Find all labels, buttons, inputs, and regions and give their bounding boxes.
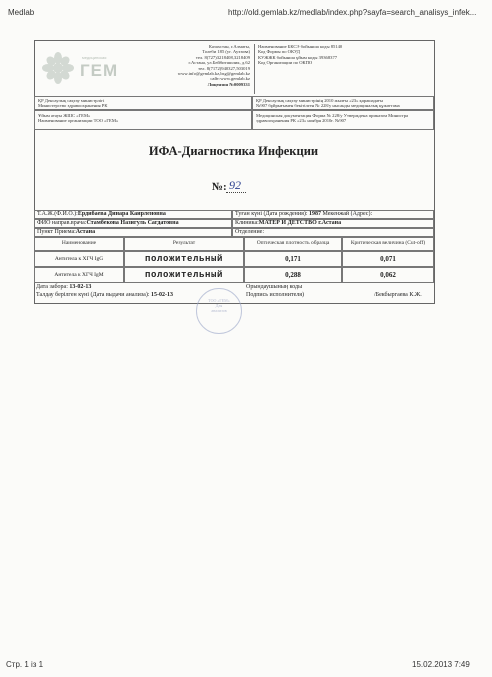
row-2-cutoff: 0,062 [342, 267, 434, 283]
patient-label: Т.А.Ж.(Ф.И.О.): [37, 211, 78, 217]
date-issued-label: Талдау берілген күні (Дата выдачи анализа): [36, 292, 150, 298]
address-label: Мекенжай (Адрес): [322, 211, 373, 217]
code-line: КУЖЖК бойынша ұйым коды 39368377 [258, 54, 338, 60]
print-datetime: 15.02.2013 7:49 [412, 660, 470, 669]
org-name-right [252, 110, 434, 130]
license-number: Лицензия №0009331 [207, 81, 250, 87]
org-address [150, 44, 250, 87]
dept-row [232, 228, 434, 237]
page-title: ИФА-Диагностика Инфекции [148, 144, 319, 158]
point-label: Пункт Приема: [37, 229, 76, 235]
org-right-line-1: Медицинская документация Форма № 228/у Утверждена приказом Министра [256, 113, 409, 118]
patient-name: Ердибаева Динара Каирленовна [77, 211, 166, 217]
date-taken-row [36, 284, 91, 291]
number-underline [226, 192, 246, 193]
address-line: тел. 8(7172)940327,503019 [198, 65, 250, 71]
row-1-result: положительный [124, 251, 244, 267]
col-header-result: Результат [124, 237, 244, 251]
row-1-density: 0,171 [244, 251, 342, 267]
address-line: г.Астана, ул.Бейбитшилик, д.62 [188, 60, 250, 66]
col-header-density: Оптическая плотность образца [244, 237, 342, 251]
org-right-line-2: здравоохранения РК «23» ноября 2010г. №907 [256, 118, 347, 124]
address-line: тел. 8(727)3218408,3218409 [195, 54, 250, 60]
date-taken-label: Дата забора: [36, 284, 68, 290]
page-counter: Стр. 1 із 1 [6, 660, 44, 669]
row-2-name: Антитела к ХГЧ IgM [34, 267, 124, 283]
stamp-line: ТОО «ГЕМ» [208, 298, 230, 303]
org-name-left [34, 110, 252, 130]
address-line: сайт:www.gemlab.kz [210, 76, 250, 82]
point-value: Астана [75, 229, 96, 235]
date-issued-row [36, 292, 173, 299]
page-url[interactable]: http://old.gemlab.kz/medlab/index.php?sayfa=search_analisys_infek... [228, 8, 477, 17]
clinic-name: МАТЕР И ДЕТСТВО г.Астана [258, 220, 342, 226]
executor-sign: Подпись исполнителя) [246, 292, 304, 298]
doctor-row [34, 219, 232, 228]
gem-logo [36, 44, 120, 90]
clinic-label: Клиника: [235, 220, 259, 226]
patient-row [34, 210, 232, 219]
logo-caption: медицинская [82, 55, 107, 60]
doc-number-value: 92 [229, 178, 241, 192]
org-left-kz: Ұйым атауы ЖШС «ГЕМ» [38, 113, 91, 118]
birth-year: 1987 [309, 211, 322, 217]
dept-label: Отделение: [235, 229, 265, 235]
address-line: www.info@gemlab.kz,bsg@gemlab.kz [177, 71, 250, 77]
executor-label: Орындаушының коды [246, 284, 303, 290]
address-line: Казахстан, г.Алматы, [208, 44, 250, 49]
round-stamp [196, 288, 242, 334]
birth-label: Туған күні (Дата рождения): [235, 211, 308, 217]
executor-name: /Бекбыргаева К.Ж. [374, 292, 422, 298]
row-2-result: положительный [124, 267, 244, 283]
birth-row [232, 210, 434, 219]
code-line: Наименование БКСЭ бойынша коды 85140 [258, 44, 343, 49]
code-line: Код Организации по ОКПО [258, 60, 313, 66]
col-header-cutoff: Критическая величина (Cut-off) [342, 237, 434, 251]
row-2-density: 0,288 [244, 267, 342, 283]
org-codes [254, 44, 436, 94]
stamp-line: Для [215, 303, 223, 308]
logo-text: ГЕМ [80, 61, 119, 80]
address-line: Толеби 185 (уг. Ауэзова) [202, 49, 250, 55]
ministry-left-kz: ҚР Денсаулық сақтау министрлігі [38, 98, 105, 103]
row-1-name: Антитела к ХГЧ IgG [34, 251, 124, 267]
date-taken: 13-02-13 [69, 284, 92, 290]
col-header-name: Наименование [34, 237, 124, 251]
stamp-line: анализов [211, 308, 227, 313]
browser-title: Medlab [8, 8, 35, 17]
doc-number-label: №: [212, 181, 227, 193]
clinic-row [232, 219, 434, 228]
doctor-name: Стамбекова Назигуль Сагдатовна [86, 220, 179, 226]
date-issued: 15-02-13 [151, 292, 174, 298]
ministry-right-ru: №907 бұйрығымен бекітілген № 228/у нысанды медициналық құжаттама [256, 103, 400, 109]
org-left-ru: Наименование организации ТОО «ГЕМ» [38, 118, 119, 124]
code-line: Код Формы по ОКУД [258, 49, 300, 55]
point-row [34, 228, 232, 237]
ministry-right-kz: ҚР Денсаулық сақтау министрінің 2010 жылғы «23» қарашадағы [256, 98, 384, 103]
ministry-left [34, 96, 252, 110]
doctor-label: ФИО направ.врача: [37, 220, 87, 226]
row-1-cutoff: 0,071 [342, 251, 434, 267]
ministry-right [252, 96, 434, 110]
ministry-left-ru: Министерство здравоохранения РК [38, 103, 108, 109]
